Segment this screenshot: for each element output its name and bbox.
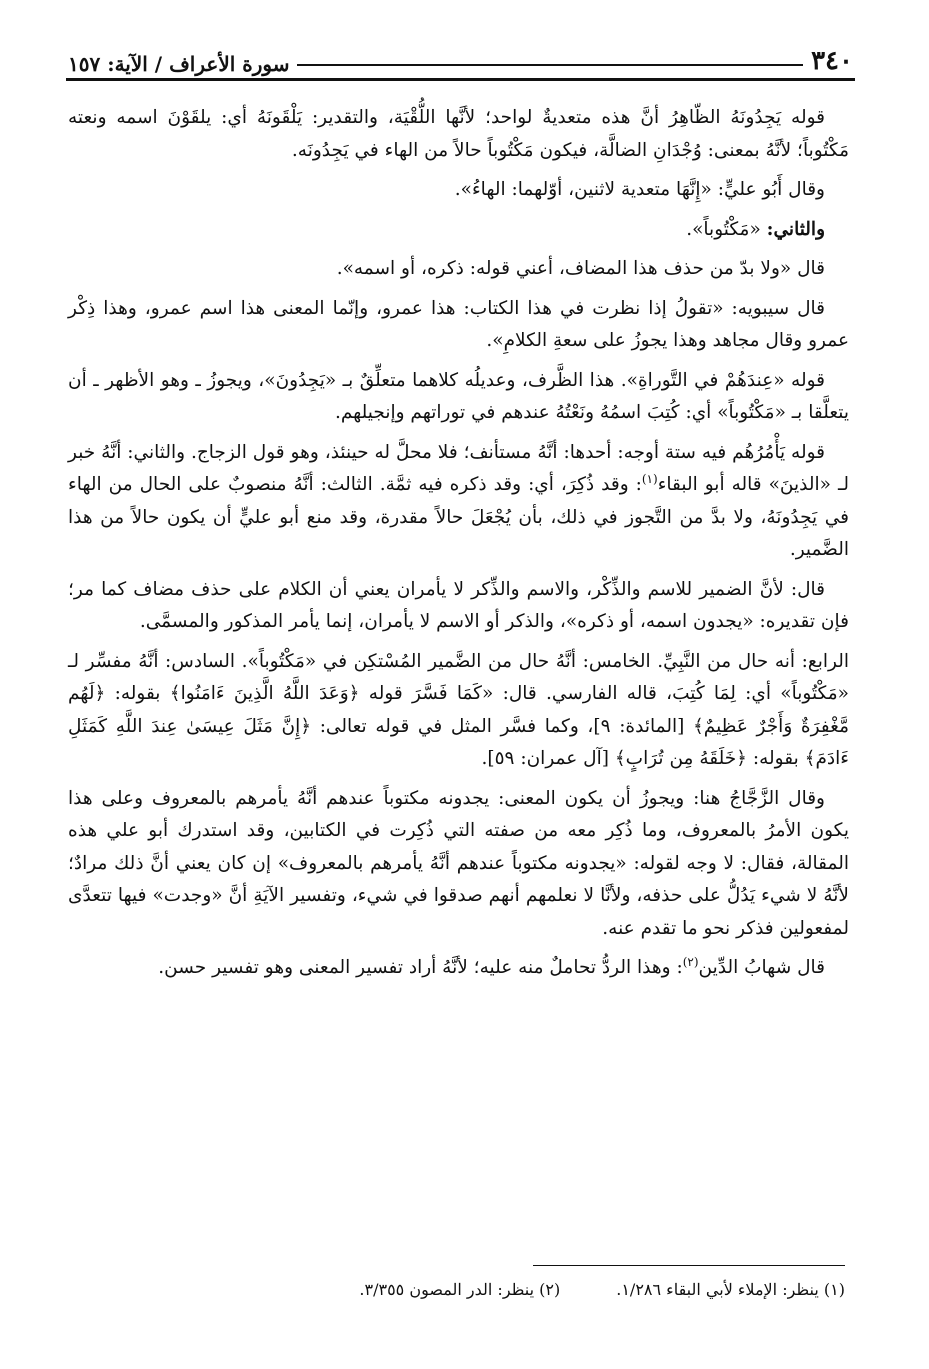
- paragraph-text: : وهذا الردُّ تحاملٌ منه عليه؛ لأنَّهُ أراد تفسير المعنى وهو تفسير حسن.: [158, 957, 683, 978]
- paragraph: [68, 952, 849, 985]
- footnote-rule: [533, 1265, 845, 1266]
- page-number: ٣٤٠: [811, 46, 853, 76]
- paragraph: قال سيبويه: «تقولُ إذا نظرت في هذا الكتاب: هذا عمرو، وإنّما المعنى هذا اسم عمرو، وهذا ذِكْر عمرو وقال مجاهد وهذا يجوزُ على سعةِ الكلامِ».: [68, 297, 849, 351]
- paragraph: الرابع: أنه حال من النَّبِيِّ. الخامس: أنَّهُ حال من الضَّمير المُسْتكِن في «مَكْتُوباً». السادس: أنَّهُ مفسِّر لـ «مَكْتُوباً» أي: لِمَا كُتِبَ، قاله الفارسي. قال: «كَمَا فَسَّرَ قوله ﴿وَعَدَ اللَّهُ الَّذِينَ ءَامَنُوا﴾ بقوله: ﴿لَهُم مَّغْفِرَةٌ وَأَجْرٌ عَظِيمٌ﴾ [المائدة: ٩]، وكما فسَّر المثل في قوله تعالى: ﴿إِنَّ مَثَلَ عِيسَىٰ عِندَ اللَّهِ كَمَثَلِ ءَادَمَ﴾ بقوله: ﴿خَلَقَهُ مِن تُرَابٍ﴾ [آل عمران: ٥٩].: [68, 650, 849, 769]
- header-rule: [66, 78, 855, 81]
- paragraph: قال «ولا بدّ من حذف هذا المضاف، أعني قوله: ذكره، أو اسمه».: [336, 258, 825, 279]
- paragraph: قال: لأنَّ الضمير للاسم والذِّكْر، والاسم والذِّكر لا يأمران يعني أن الكلام على حذف مضاف كما مر؛ فإن تقديره: «يجدون اسمه، أو ذكره»، والذكر أو الاسم لا يأمران، إنما يأمر المذكور والمسمَّى.: [68, 578, 849, 632]
- paragraph-text: «مَكْتُوباً».: [686, 218, 761, 240]
- paragraph: [68, 437, 849, 567]
- footnote-ref-1[interactable]: (١): [641, 471, 658, 486]
- paragraph: قوله «عِندَهُمْ في التَّوراةِ». هذا الظَّرف، وعديلُه كلاهما متعلِّقٌ بـ «يَجِدُونَ»، ويجوزُ ـ وهو الأظهر ـ أن يتعلَّقا بـ «مَكْتُوباً» أي: كُتِبَ اسمُهُ ونَعْتُهُ عندهم في توراتهم وإنجيلهم.: [68, 369, 849, 423]
- second-label: والثاني:: [766, 218, 825, 240]
- running-title: سورة الأعراف / الآية: ١٥٧: [68, 52, 290, 76]
- paragraph: وقال أَبُو عليٍّ: «إِنَّهَا متعدية لاثنين، أوّلهما: الهاءُ».: [454, 179, 825, 200]
- paragraph: وقال الزَّجَّاجُ هنا: ويجوزُ أن يكون المعنى: يجدونه مكتوباً عندهم أنَّهُ يأمرهم بالمعروف وعلى هذا يكون الأمرُ بالمعروف، وما ذُكِر معه من صفته التي ذُكِرت في الكتابين، وقد استدرك أبو علي هذه المقالة، فقال: لا وجه لقوله: «يجدونه مكتوباً عندهم أنَّهُ يأمرهم بالمعروف» إن كان يعني أنَّ ذلك مرادٌ؛ لأنَّهُ لا شيء يَدُلُّ على حذفه، ولأنَّا لا نعلمهم أنهم صدقوا في شيء، وتفسير الآيَةِ أنَّ «وجدت» فيها تتعدَّى لمفعولين فذكر نحو ما تقدم عنه.: [68, 787, 849, 939]
- paragraph-text: قال شهابُ الدِّين: [698, 957, 825, 978]
- footnote-ref-2[interactable]: (٢): [682, 954, 699, 969]
- main-text: [68, 102, 849, 992]
- paragraph-text: قوله يَأْمُرُهُم فيه ستة أوجه: أحدها: أنَّهُ مستأنف؛ فلا محلَّ له حينئذ، وهو قول الزجاج. والثاني: أنَّهُ خبر لـ «الذينَ» قاله أبو البقاء: [68, 441, 849, 495]
- footnotes: [80, 1278, 845, 1302]
- paragraph: [68, 214, 849, 247]
- paragraph-text: : وقد ذُكِرَ، أي: وقد ذكره فيه ثمَّة. الثالث: أنَّهُ منصوبٌ على الحال من الهاء في يَجِدُونَهُ، ولا بدَّ من التَّجوز في ذلك، بأن يُجْعَلَ حالاً مقدرة، وقد منع أبو عليٍّ أن يكون حالاً من هذا الضَّمير.: [68, 474, 849, 560]
- page-header: [68, 36, 853, 76]
- paragraph: قوله يَجِدُونَهُ الظّاهِرُ أنَّ هذه متعديةٌ لواحد؛ لأنَّها اللُّقْيَة، والتقدير: يَلْقَونَهُ أي: يلقَوْنَ اسمه ونعته مَكْتُوباً؛ لأنَّهُ بمعنى: وُجْدَانِ الضالَّة، فيكون مَكْتُوباً حالاً من الهاء في يَجِدُونَه.: [68, 107, 849, 161]
- header-leader-line: [297, 64, 803, 66]
- footnote-2: (٢) ينظر: الدر المصون ٣/٣٥٥.: [359, 1280, 561, 1299]
- footnote-1: (١) ينظر: الإملاء لأبي البقاء ١/٢٨٦.: [616, 1280, 845, 1299]
